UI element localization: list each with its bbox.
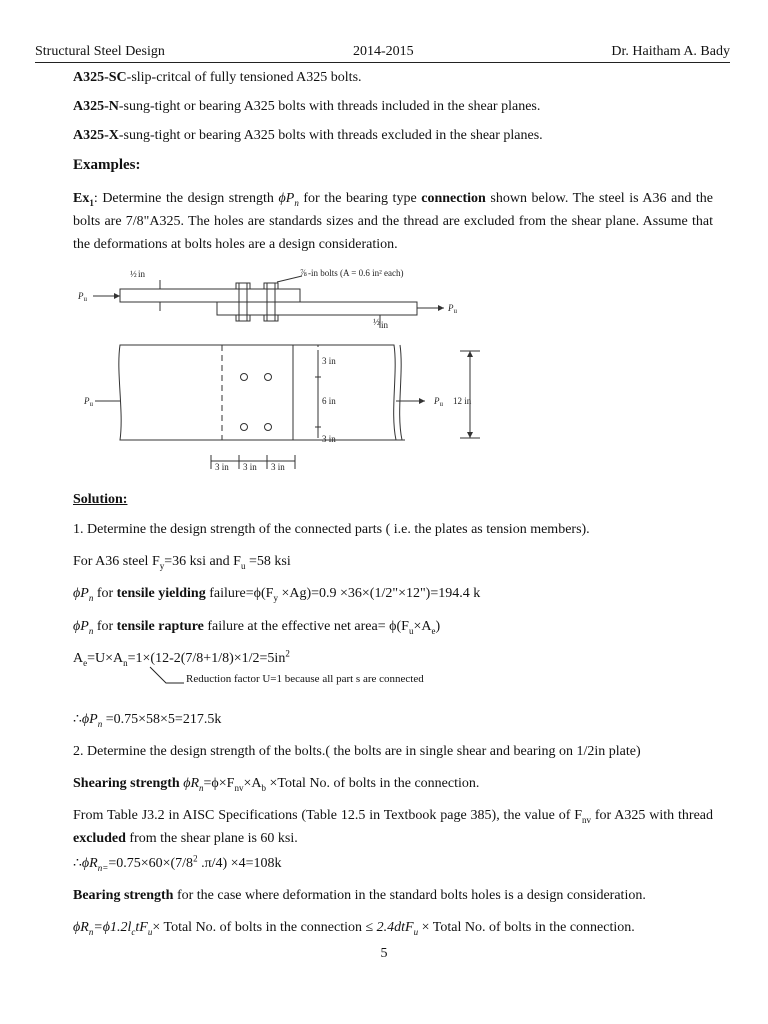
solution-step-2: 2. Determine the design strength of the bolts.( the bolts are in single shear and bearing on 1/2in plate) xyxy=(73,744,641,759)
label-3in-a: 3 in xyxy=(215,462,229,472)
definition-a325-x: A325-X-sung-tight or bearing A325 bolts with threads excluded in the shear planes. xyxy=(73,128,543,143)
top-plate-plan xyxy=(119,345,396,440)
reduction-factor-note: Reduction factor U=1 because all part s are connected xyxy=(186,673,424,685)
bolt-hole-1 xyxy=(241,374,248,381)
header-year: 2014-2015 xyxy=(353,44,414,59)
label-pu-right: $P_u$ xyxy=(448,303,457,315)
label-6in: 6 in xyxy=(322,396,336,406)
bolted-connection-figure xyxy=(70,262,510,484)
bolt-hole-4 xyxy=(265,424,272,431)
label-3in-b: 3 in xyxy=(243,462,257,472)
label-half-top: in xyxy=(138,269,146,279)
solution-phi-pn-result: $\therefore\phi P_n =0.75\times 58\times 5=217.5k$ xyxy=(73,712,222,729)
solution-step-1: 1. Determine the design strength of the connected parts ( i.e. the plates as tension members). xyxy=(73,522,590,537)
solution-a36-properties: For A36 steel $F_y=36$ ksi and $F_u =58$ ksi xyxy=(73,554,291,571)
upper-plate xyxy=(120,289,300,302)
solution-shear-result: $\therefore\phi R_{n=}=0.75\times 60\times(7/8^2$ .π/4) ×4=108k xyxy=(73,853,282,873)
header-course: Structural Steel Design xyxy=(35,44,165,59)
solution-heading: Solution: xyxy=(73,492,128,507)
solution-tensile-yielding: $\phi P_n$ for tensile yielding $failure=\phi(F_y \times Ag)=0.9$ ×36×(1/2"×12")=194.4 k xyxy=(73,586,481,603)
page-number: 5 xyxy=(380,946,388,961)
label-half-bottom: in xyxy=(381,320,389,330)
label-bolts: -in bolts (A = 0.6 in² each) xyxy=(308,268,404,278)
label-half-bottom-frac: ½ xyxy=(373,317,380,327)
solution-shearing-strength: Shearing strength $\phi R_n=\phi\times F_{nv}\times A_b$ ×Total No. of bolts in the connection. xyxy=(73,776,480,793)
note-leader-line xyxy=(148,665,188,687)
definition-a325-n: A325-N-sung-tight or bearing A325 bolts with threads included in the shear planes. xyxy=(73,99,541,114)
solution-net-area: $A_e=U\times A_n=1\times(12-2(7/8+1/8)\times 1/2=5in^2$ xyxy=(73,648,290,668)
label-pu-left: $P_u$ xyxy=(78,291,87,303)
label-3in-c: 3 in xyxy=(271,462,285,472)
header-rule xyxy=(35,62,730,63)
definition-a325-sc: A325-SC-slip-critcal of fully tensioned A325 bolts. xyxy=(73,70,362,85)
label-3in-top: 3 in xyxy=(322,356,336,366)
label-half-top-frac: ½ xyxy=(130,269,137,279)
header-author: Dr. Haitham A. Bady xyxy=(611,44,730,59)
bolt-hole-2 xyxy=(265,374,272,381)
solution-bearing-formula: $\phi R_n=\phi 1.2l_ctF_u\times$ Total No. of bolts in the connection ≤ 2.4dtF$_u$ × Total No. of bolts in the connection. xyxy=(73,920,635,937)
page-header xyxy=(35,44,730,62)
label-12in: 12 in xyxy=(453,396,472,406)
label-pu-left-plan: $P_u$ xyxy=(84,396,93,408)
solution-table-j3-2: From Table J3.2 in AISC Specifications (Table 12.5 in Textbook page 385), the value of $F_{nv}$ for A325 with thread excluded from the shear plane is 60 ksi. xyxy=(73,808,714,846)
solution-bearing-strength: Bearing strength for the case where deformation in the standard bolts holes is a design consideration. xyxy=(73,888,646,903)
bolt-hole-3 xyxy=(241,424,248,431)
example-1-paragraph: $Ex_1$: Determine the design strength $\phi P_n$ for the bearing type connection shown below. The steel is A36 and the bolts are 7/8"A325. The holes are standards sizes and the thread are excluded from the shear plane. Assume that the deformations at bolts holes are a design consideration. xyxy=(73,191,714,252)
label-3in-bottom: 3 in xyxy=(322,434,336,444)
label-bolt-frac: ⅞ xyxy=(300,268,307,278)
examples-heading: Examples: xyxy=(73,157,141,173)
solution-tensile-rapture: $\phi P_n$ for tensile rapture failure at the effective net area= $\phi(F_u\times A_e)$ xyxy=(73,619,441,636)
label-pu-right-plan: $P_u$ xyxy=(434,396,443,408)
